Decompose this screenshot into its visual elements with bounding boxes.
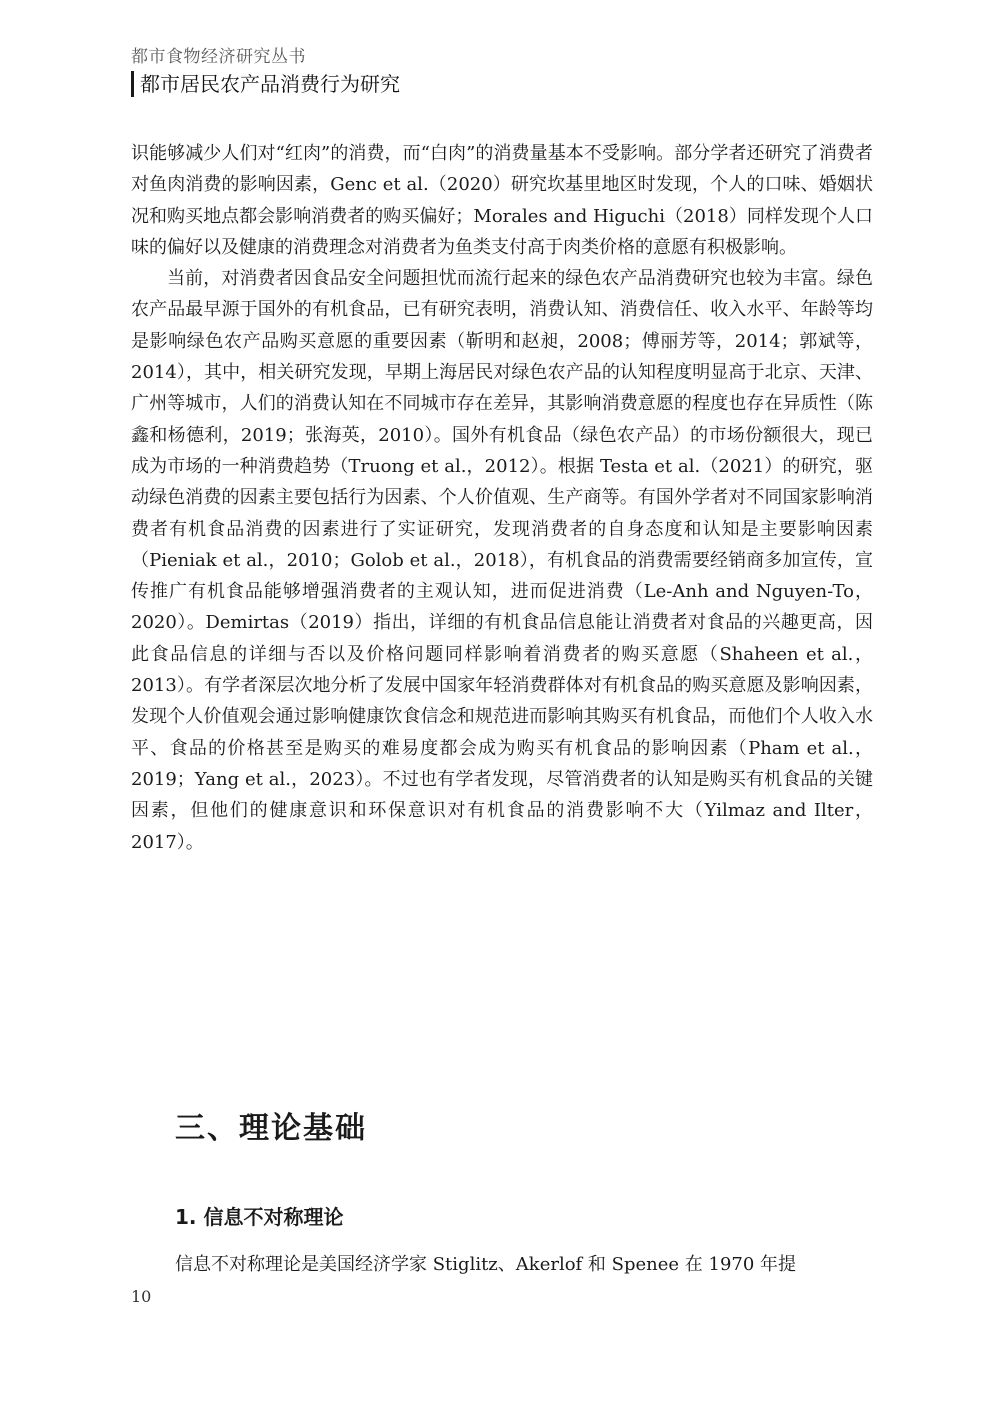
subsection-heading: 1. 信息不对称理论 [175,1205,344,1229]
paragraph-continuation: 识能够减少人们对“红肉”的消费，而“白肉”的消费量基本不受影响。部分学者还研究了消费者对鱼肉消费的影响因素，Genc et al.（2020）研究坎基里地区时发现，个人的口味、婚姻状况和购买地点都会影响消费者的购买偏好；Morales and Higuchi（2018）同样发现个人口味的偏好以及健康的消费理念对消费者为鱼类支付高于肉类价格的意愿有积极影响。 [131,143,873,258]
page-number: 10 [131,1287,152,1306]
paragraph-green-products: 当前，对消费者因食品安全问题担忧而流行起来的绿色农产品消费研究也较为丰富。绿色农产品最早源于国外的有机食品，已有研究表明，消费认知、消费信任、收入水平、年龄等均是影响绿色农产品购买意愿的重要因素（靳明和赵昶，2008；傅丽芳等，2014；郭斌等，2014），其中，相关研究发现，早期上海居民对绿色农产品的认知程度明显高于北京、天津、广州等城市，人们的消费认知在不同城市存在差异，其影响消费意愿的程度也存在异质性（陈鑫和杨德利，2019；张海英，2010）。国外有机食品（绿色农产品）的市场份额很大，现已成为市场的一种消费趋势（Truong et al.，2012）。根据 Testa et al.（2021）的研究，驱动绿色消费的因素主要包括行为因素、个人价值观、生产商等。有国外学者对不同国家影响消费者有机食品消费的因素进行了实证研究，发现消费者的自身态度和认知是主要影响因素（Pieniak et al.，2010；Golob et al.，2018），有机食品的消费需要经销商多加宣传，宣传推广有机食品能够增强消费者的主观认知，进而促进消费（Le-Anh and Nguyen-To，2020）。Demirtas（2019）指出，详细的有机食品信息能让消费者对食品的兴趣更高，因此食品信息的详细与否以及价格问题同样影响着消费者的购买意愿（Shaheen et al.，2013）。有学者深层次地分析了发展中国家年轻消费群体对有机食品的购买意愿及影响因素，发现个人价值观会通过影响健康饮食信念和规范进而影响其购买有机食品，而他们个人收入水平、食品的价格甚至是购买的难易度都会成为购买有机食品的影响因素（Pham et al.，2019；Yang et al.，2023）。不过也有学者发现，尽管消费者的认知是购买有机食品的关键因素，但他们的健康意识和环保意识对有机食品的消费影响不大（Yilmaz and Ilter，2017）。 [131,268,873,853]
paragraph-information-asymmetry: 信息不对称理论是美国经济学家 Stiglitz、Akerlof 和 Spenee 在 1970 年提 [175,1254,797,1275]
body-text [131,138,873,858]
running-header [131,46,400,97]
section-heading: 三、理论基础 [175,1111,367,1146]
series-title: 都市食物经济研究丛书 [131,47,306,67]
book-title: 都市居民农产品消费行为研究 [131,71,400,97]
